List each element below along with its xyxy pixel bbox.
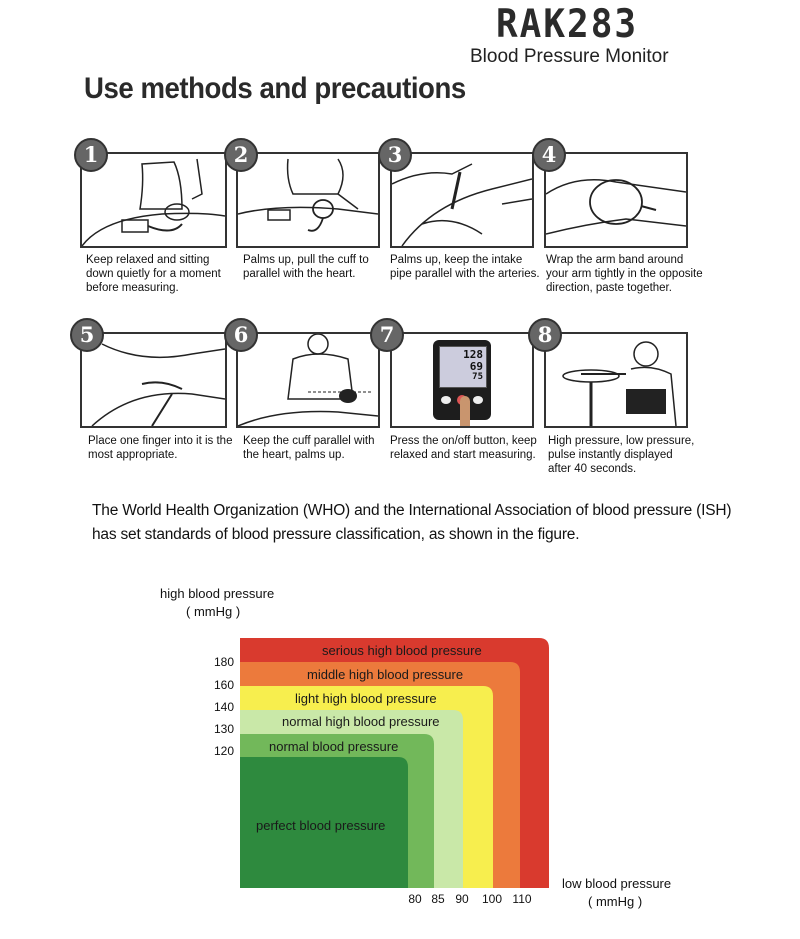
step-6-caption: Keep the cuff parallel with the heart, palms up. — [243, 435, 375, 461]
step-3-badge: 3 — [378, 138, 412, 172]
step-8-badge: 8 — [528, 318, 562, 352]
y-axis-unit: ( mmHg ) — [186, 604, 241, 619]
y-tick-label: 140 — [213, 700, 234, 714]
band-label: normal high blood pressure — [282, 714, 440, 729]
step-3-caption: Palms up, keep the intake pipe parallel with the arteries. — [390, 254, 540, 280]
band-label: normal blood pressure — [269, 739, 399, 754]
diastolic-reading: 69 — [469, 360, 483, 373]
x-axis-unit: ( mmHg ) — [588, 894, 643, 909]
x-tick-label: 80 — [408, 892, 422, 906]
step-5-badge: 5 — [70, 318, 104, 352]
y-tick-label: 120 — [213, 744, 234, 758]
who-paragraph-line-2: has set standards of blood pressure classification, as shown in the figure. — [92, 526, 580, 543]
x-tick-label: 100 — [481, 892, 503, 906]
product-subtitle: Blood Pressure Monitor — [470, 46, 669, 67]
band-label: middle high blood pressure — [307, 667, 464, 682]
step-2-badge: 2 — [224, 138, 258, 172]
step-7-caption: Press the on/off button, keep relaxed and start measuring. — [390, 435, 537, 461]
step-7-badge: 7 — [370, 318, 404, 352]
pulse-reading: 75 — [472, 372, 483, 382]
band-label: serious high blood pressure — [322, 643, 482, 658]
step-5-caption: Place one finger into it is the most appropriate. — [88, 435, 233, 461]
x-tick-label: 110 — [512, 892, 532, 906]
step-4-badge: 4 — [532, 138, 566, 172]
x-axis-label: low blood pressure — [562, 876, 672, 891]
systolic-reading: 128 — [463, 348, 483, 361]
step-1-badge: 1 — [74, 138, 108, 172]
y-tick-label: 160 — [213, 678, 234, 692]
page-heading: Use methods and precautions — [84, 72, 466, 105]
step-2-caption: Palms up, pull the cuff to parallel with the heart. — [243, 254, 369, 280]
step-1-caption: Keep relaxed and sitting down quietly for a moment before measuring. — [86, 254, 221, 294]
y-axis-label: high blood pressure — [160, 586, 275, 601]
band-label: light high blood pressure — [295, 691, 437, 706]
who-paragraph-line-1: The World Health Organization (WHO) and the International Association of blood pressure (ISH) — [92, 502, 732, 519]
y-tick-label: 130 — [213, 722, 234, 736]
step-6-badge: 6 — [224, 318, 258, 352]
x-tick-label: 90 — [455, 892, 469, 906]
step-8-caption: High pressure, low pressure, pulse instantly displayed after 40 seconds. — [548, 435, 695, 475]
brand-logo: RAK283 — [496, 1, 639, 48]
band-label: perfect blood pressure — [256, 818, 386, 833]
y-tick-label: 180 — [213, 655, 234, 669]
step-4-caption: Wrap the arm band around your arm tightly in the opposite direction, paste together. — [546, 254, 703, 294]
x-tick-label: 85 — [431, 892, 445, 906]
